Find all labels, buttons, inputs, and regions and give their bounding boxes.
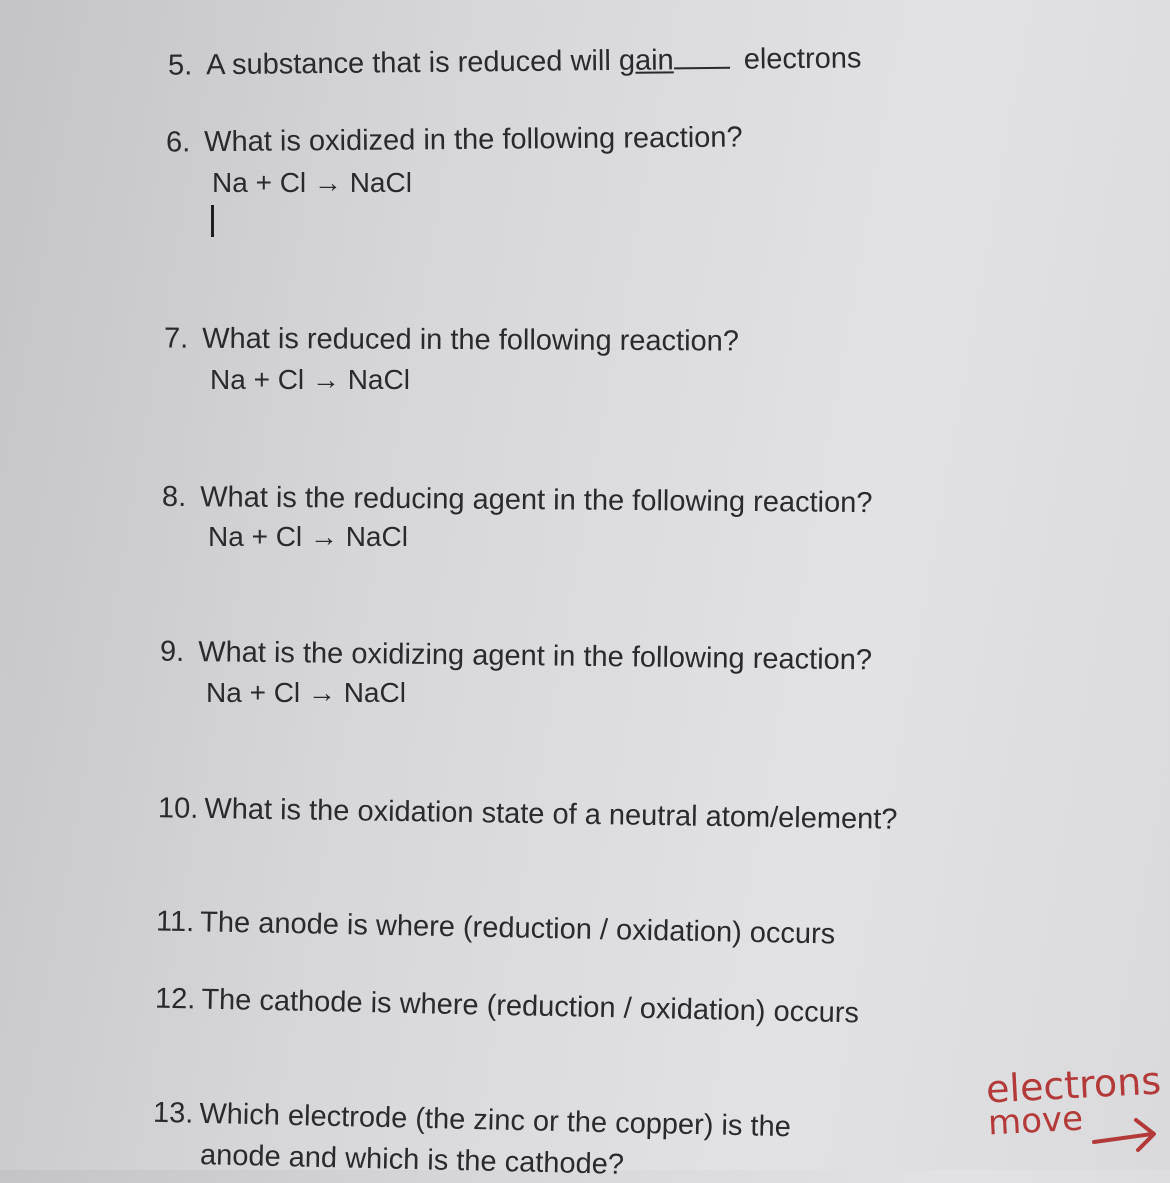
question-number: 11. [155,905,195,939]
question-number: 12. [154,982,196,1016]
question-13-continued: anode and which is the cathode? [199,1139,625,1181]
question-text: What is the reducing agent in the following reaction? [200,481,873,520]
question-number: 10. [157,792,199,825]
question-text: What is the oxidation state of a neutral atom/element? [204,792,898,836]
question-8 [162,479,873,521]
question-text: The anode is where (reduction / oxidation) occurs [199,906,836,951]
question-text: What is oxidized in the following reaction? [204,121,743,159]
text-cursor[interactable] [211,205,214,237]
question-9 [160,634,872,679]
question-text: Which electrode (the zinc or the copper) is the [199,1097,792,1144]
question-text: What is the oxidizing agent in the following reaction? [198,636,873,677]
handwritten-arrow-icon [1092,1112,1162,1162]
question-number: 6. [165,126,191,159]
question-11 [156,903,836,952]
question-text: What is reduced in the following reaction? [202,322,740,358]
question-number: 9. [159,635,185,668]
question-number: 5. [167,49,193,82]
reaction-equation: Na + Cl → NaCl [206,677,406,708]
question-12 [155,981,860,1032]
question-number: 7. [163,322,189,355]
reaction-equation: Na + Cl → NaCl [212,167,412,198]
question-text-end: electrons [735,42,862,76]
handwritten-note-move: move [987,1098,1084,1144]
reaction-equation: Na + Cl → NaCl [208,521,408,552]
question-text: The cathode is where (reduction / oxidation) occurs [201,983,860,1030]
question-10 [158,790,898,838]
handwritten-note-electrons: electrons [984,1058,1163,1112]
reaction-equation: Na + Cl → NaCl [210,364,410,395]
question-7 [164,320,739,359]
question-number: 13. [152,1096,194,1130]
question-number: 8. [161,480,187,514]
answer-blank-line [674,45,730,70]
question-5 [168,40,862,83]
question-text: A substance that is reduced will [206,44,620,82]
answer-gain: gain [618,44,674,77]
question-6 [166,119,743,160]
